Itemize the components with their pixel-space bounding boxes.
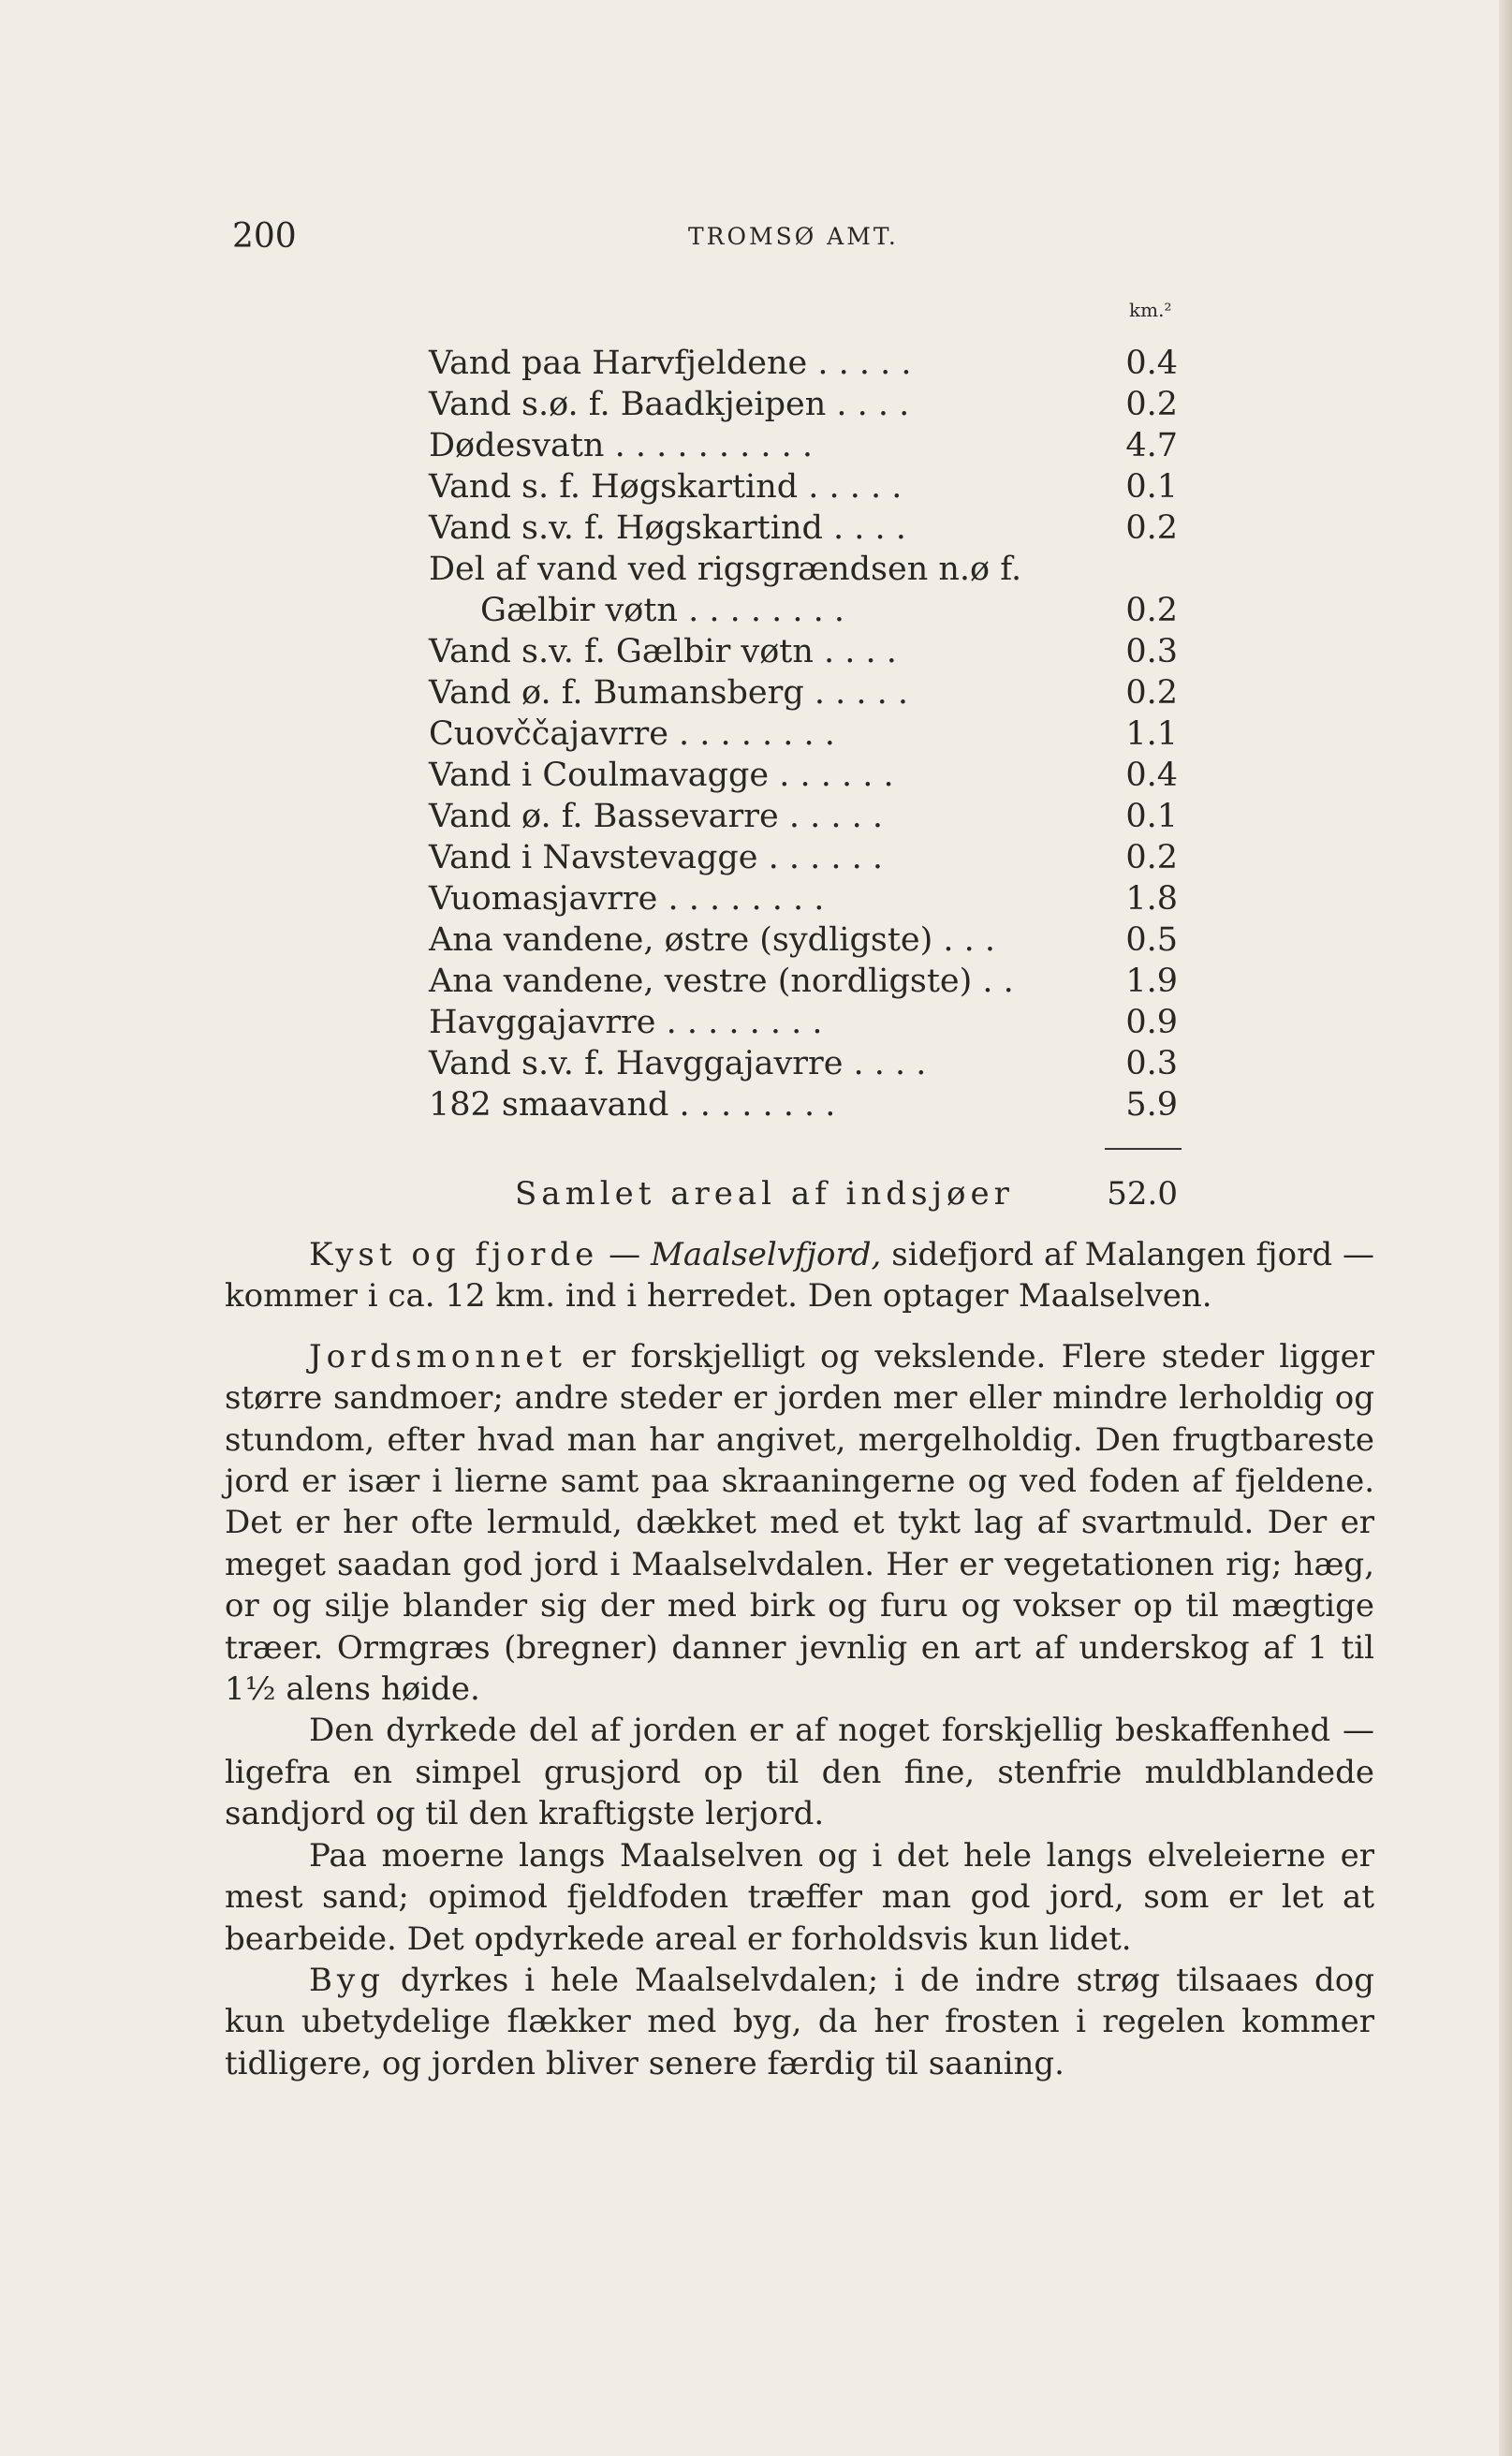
table-row: [429, 1002, 1178, 1043]
table-row: [429, 919, 1178, 961]
row-value: 0.9: [1125, 1004, 1178, 1041]
body-text: [225, 1234, 1374, 2084]
table-row: [429, 755, 1178, 796]
row-name: Cuovččajavrre . . . . . . . .: [429, 715, 835, 753]
row-value: 4.7: [1125, 427, 1178, 464]
section-lead: Jordsmonnet: [309, 1337, 566, 1375]
paragraph-text: dyrkes i hele Maalselvdalen; i de indre strøg tilsaaes dog kun ubetydelige flækker med byg, da her frosten i regelen kommer tidligere, og jorden bliver senere færdig til saaning.: [225, 1961, 1374, 2082]
table-row: [429, 1084, 1178, 1125]
sum-rule: [1105, 1148, 1182, 1150]
table-row: [429, 590, 1178, 631]
section-lead: Kyst og fjorde: [309, 1236, 599, 1273]
row-value: 0.4: [1125, 757, 1178, 794]
table-row: [429, 343, 1178, 384]
table-row: [429, 713, 1178, 755]
row-name: Vand s. f. Høgskartind . . . . .: [429, 468, 903, 506]
paragraph-barley: [225, 1960, 1374, 2084]
page-header: [0, 213, 1512, 260]
table-row: [429, 672, 1178, 713]
row-value: 0.1: [1125, 798, 1178, 835]
paragraph-moors: Paa moerne langs Maalselven og i det hele langs elveleierne er mest sand; opimod fjeldfoden træffer man god jord, som er let at bearbeide. Det opdyrkede areal er forholdsvis kun lidet.: [225, 1836, 1374, 1958]
row-name: Havggajavrre . . . . . . . .: [429, 1004, 823, 1041]
row-name: Vand ø. f. Bumansberg . . . . .: [429, 674, 908, 712]
row-name: 182 smaavand . . . . . . . .: [429, 1086, 836, 1124]
row-value: 0.2: [1125, 509, 1178, 547]
row-value: 0.2: [1125, 839, 1178, 876]
dash: —: [598, 1236, 652, 1273]
table-row: [429, 878, 1178, 919]
table-row: [429, 507, 1178, 549]
row-name: Vand i Coulmavagge . . . . . .: [429, 757, 894, 794]
paragraph-coast: [225, 1234, 1374, 1317]
page-number: 200: [232, 217, 297, 256]
row-name: Vand paa Harvfjeldene . . . . .: [429, 345, 912, 382]
row-name: Vand i Navstevagge . . . . . .: [429, 839, 883, 876]
table-row: [429, 796, 1178, 837]
row-value: 0.3: [1125, 1045, 1178, 1082]
row-name: Dødesvatn . . . . . . . . . .: [429, 427, 813, 464]
row-value: 0.2: [1125, 674, 1178, 712]
row-value: 1.9: [1125, 963, 1178, 1000]
row-name: Vuomasjavrre . . . . . . . .: [429, 880, 825, 918]
row-name: Vand s.ø. f. Baadkjeipen . . . .: [429, 386, 910, 423]
row-value: 5.9: [1125, 1086, 1178, 1124]
row-value: 0.2: [1125, 386, 1178, 423]
row-name: Ana vandene, vestre (nordligste) . .: [429, 963, 1014, 1000]
paragraph-soil: [225, 1336, 1374, 1711]
row-name: Vand s.v. f. Høgskartind . . . .: [429, 509, 906, 547]
table-row: [429, 384, 1178, 425]
section-lead: Byg: [309, 1961, 385, 1999]
total-row: [515, 1172, 1178, 1215]
row-name: Ana vandene, østre (sydligste) . . .: [429, 921, 996, 959]
row-name: Vand s.v. f. Havggajavrre . . . .: [429, 1045, 927, 1082]
table-row: [429, 837, 1178, 878]
row-value: 0.3: [1125, 633, 1178, 670]
table-row: [429, 961, 1178, 1002]
table-row: [429, 549, 1178, 590]
table-row: [429, 631, 1178, 672]
total-label: Samlet areal af indsjøer: [515, 1175, 1014, 1213]
running-head: TROMSØ AMT.: [688, 223, 899, 250]
row-name: Vand s.v. f. Gælbir vøtn . . . .: [429, 633, 897, 670]
paragraph-text: sidefjord af Malangen fjord — kommer i ca. 12 km. ind i herredet. Den optager Maalselven.: [225, 1236, 1374, 1316]
row-value: 0.4: [1125, 345, 1178, 382]
row-value: 1.8: [1125, 880, 1178, 918]
row-value: 0.5: [1125, 921, 1178, 959]
row-name: Vand ø. f. Bassevarre . . . . .: [429, 798, 883, 835]
unit-label: km.²: [1129, 299, 1172, 321]
fjord-name: Maalselvfjord,: [651, 1236, 882, 1273]
total-value: 52.0: [1107, 1175, 1178, 1213]
paragraph-cultivated: Den dyrkede del af jorden er af noget forskjellig beskaffenhed — ligefra en simpel grusjord op til den fine, stenfrie muldblandede sandjord og til den kraftigste lerjord.: [225, 1712, 1374, 1833]
row-value: 0.2: [1125, 592, 1178, 629]
table-row: [429, 466, 1178, 507]
table-row: [429, 1043, 1178, 1084]
row-name: Del af vand ved rigsgrændsen n.ø f.: [429, 551, 1022, 588]
row-name: Gælbir vøtn . . . . . . . .: [480, 592, 844, 629]
table-row: [429, 425, 1178, 466]
row-value: 0.1: [1125, 468, 1178, 506]
page-edge: [1499, 0, 1512, 2456]
paragraph-text: er forskjelligt og vekslende. Flere steder ligger større sandmoer; andre steder er jorden mer eller mindre lerholdig og stundom, efter hvad man har angivet, mergelholdig. Den frugtbareste jord er især i lierne samt paa skraaningerne og ved foden af fjeldene. Det er her ofte lermuld, dækket med et tykt lag af svartmuld. Der er meget saadan god jord i Maalselvdalen. Her er vegetationen rig; hæg, or og silje blander sig der med birk og furu og vokser op til mægtige træer. Ormgræs (bregner) danner jevnlig en art af underskog af 1 til 1½ alens høide.: [225, 1337, 1374, 1709]
row-value: 1.1: [1125, 715, 1178, 753]
